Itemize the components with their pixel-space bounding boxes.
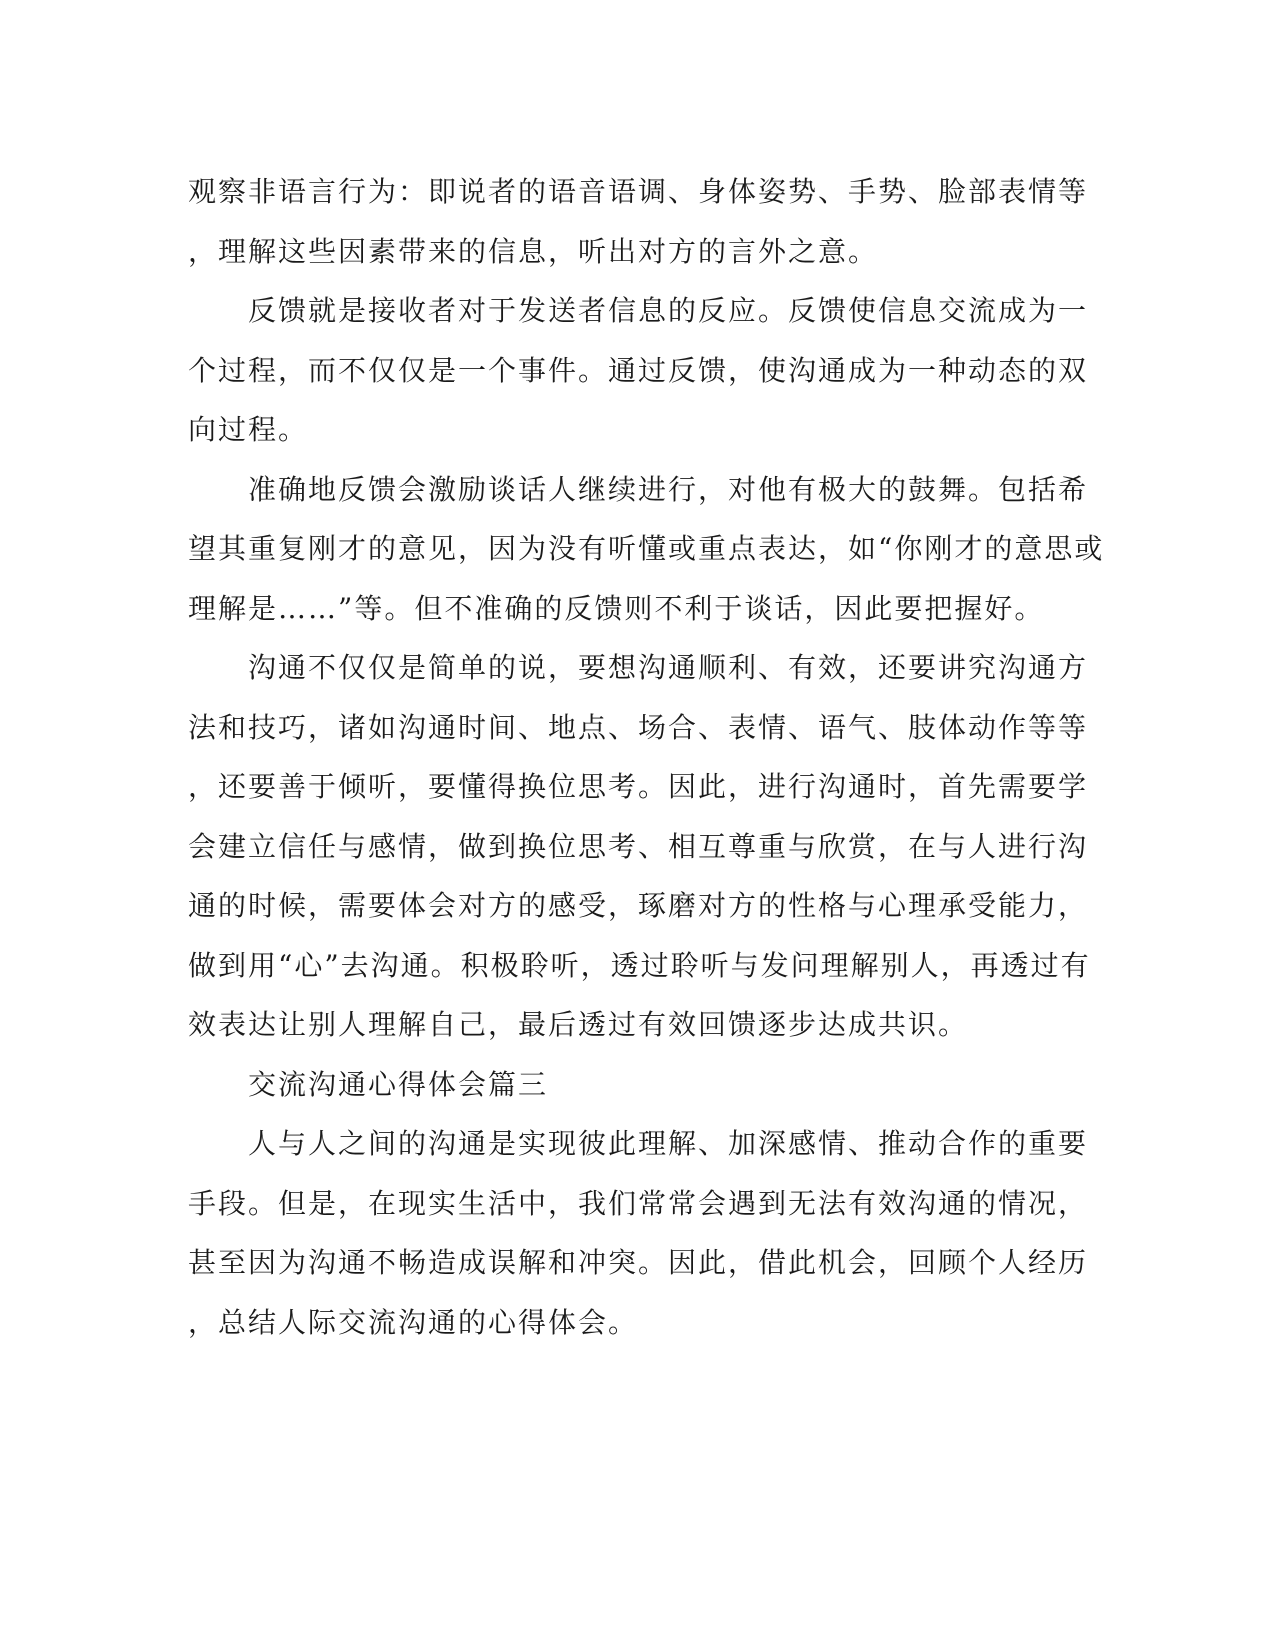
text-line: 沟通不仅仅是简单的说，要想沟通顺利、有效，还要讲究沟通方 <box>188 651 1089 684</box>
text-line: 法和技巧，诸如沟通时间、地点、场合、表情、语气、肢体动作等等 <box>188 710 1089 744</box>
text-line: 反馈就是接收者对于发送者信息的反应。反馈使信息交流成为一 <box>188 294 1089 327</box>
text-line: 手段。但是，在现实生活中，我们常常会遇到无法有效沟通的情况， <box>188 1186 1089 1220</box>
text-line: 向过程。 <box>188 413 309 446</box>
text-line: 个过程，而不仅仅是一个事件。通过反馈，使沟通成为一种动态的双 <box>188 353 1089 387</box>
text-line: 人与人之间的沟通是实现彼此理解、加深感情、推动合作的重要 <box>188 1127 1089 1160</box>
text-line: ，总结人际交流沟通的心得体会。 <box>188 1305 639 1339</box>
text-line: 准确地反馈会激励谈话人继续进行，对他有极大的鼓舞。包括希 <box>188 472 1089 506</box>
section-heading: 交流沟通心得体会篇三 <box>188 1067 549 1101</box>
text-line: ，还要善于倾听，要懂得换位思考。因此，进行沟通时，首先需要学 <box>188 770 1089 803</box>
text-line: 理解是……”等。但不准确的反馈则不利于谈话，因此要把握好。 <box>188 591 1045 625</box>
text-line: 会建立信任与感情，做到换位思考、相互尊重与欣赏，在与人进行沟 <box>188 829 1089 863</box>
text-line: 做到用“心”去沟通。积极聆听，透过聆听与发问理解别人，再透过有 <box>188 948 1091 982</box>
text-line: ，理解这些因素带来的信息，听出对方的言外之意。 <box>188 234 879 268</box>
text-line: 观察非语言行为：即说者的语音语调、身体姿势、手势、脸部表情等 <box>188 175 1089 208</box>
text-line: 望其重复刚才的意见，因为没有听懂或重点表达，如“你刚才的意思或 <box>188 532 1105 565</box>
text-line: 效表达让别人理解自己，最后透过有效回馈逐步达成共识。 <box>188 1008 969 1041</box>
text-line: 通的时候，需要体会对方的感受，琢磨对方的性格与心理承受能力， <box>188 889 1089 922</box>
document-body <box>188 162 1105 1352</box>
text-line: 甚至因为沟通不畅造成误解和冲突。因此，借此机会，回顾个人经历 <box>188 1246 1089 1279</box>
